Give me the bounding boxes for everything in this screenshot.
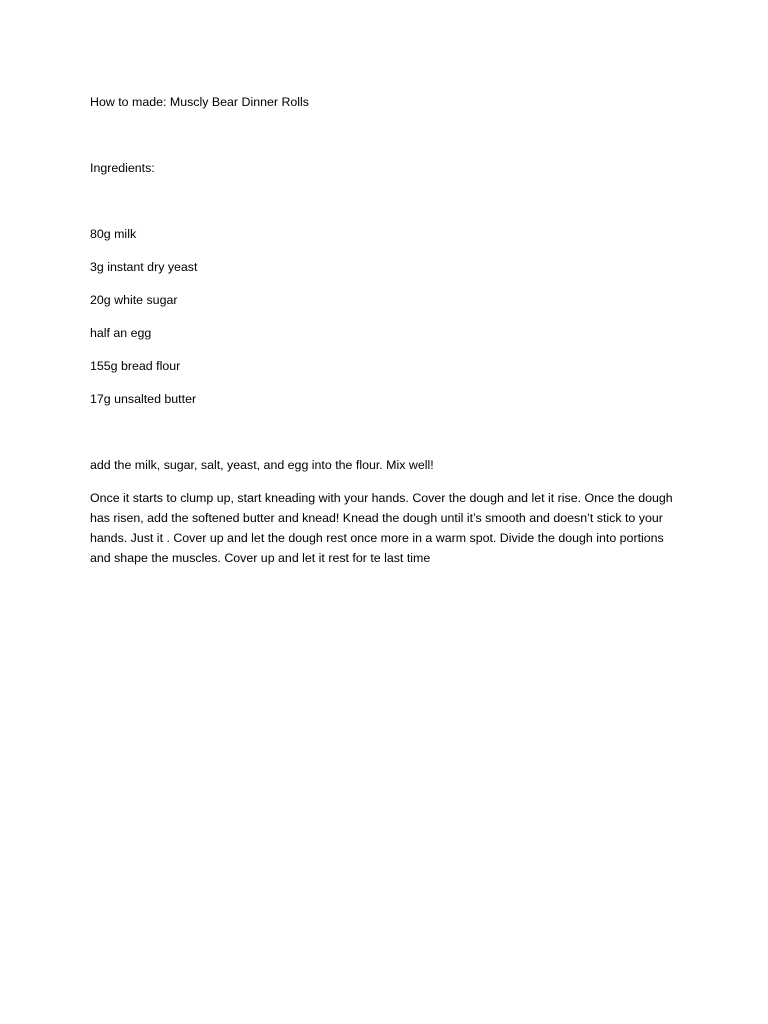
ingredient-item: half an egg: [90, 326, 152, 340]
ingredients-list: [90, 224, 690, 409]
ingredient-item: 155g bread flour: [90, 359, 181, 373]
ingredient-item: 80g milk: [90, 227, 137, 241]
document-page: [90, 92, 690, 568]
recipe-title: How to made: Muscly Bear Dinner Rolls: [90, 95, 309, 109]
instruction-paragraph: add the milk, sugar, salt, yeast, and egg into the flour. Mix well!: [90, 458, 434, 472]
ingredient-item: 3g instant dry yeast: [90, 260, 198, 274]
ingredient-item: 17g unsalted butter: [90, 392, 197, 406]
instruction-paragraph: Once it starts to clump up, start kneading with your hands. Cover the dough and let it rise. Once the dough has risen, add the softened butter and knead! Knead the dough until it’s smooth and doesn’t stick to your hands. Just it . Cover up and let the dough rest once more in a warm spot. Divide the dough into portions and shape the muscles. Cover up and let it rest for te last time: [90, 491, 673, 565]
ingredient-item: 20g white sugar: [90, 293, 178, 307]
ingredients-heading: Ingredients:: [90, 161, 155, 175]
